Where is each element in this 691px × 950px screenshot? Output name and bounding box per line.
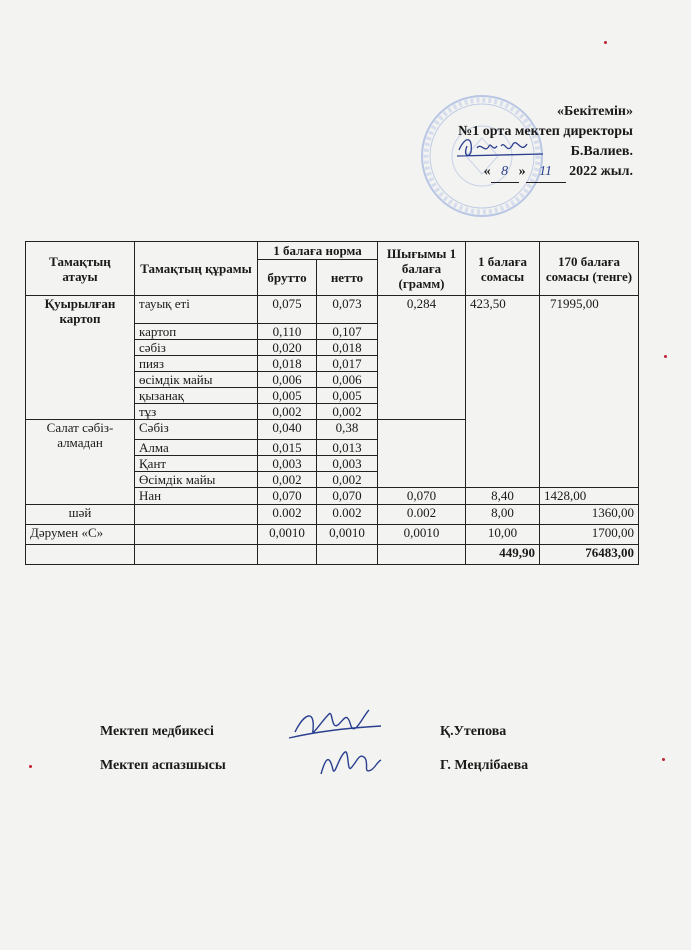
- ingredient: картоп: [135, 324, 258, 340]
- brutto-cell: 0,075: [258, 296, 317, 324]
- ingredient-empty: [135, 525, 258, 545]
- table-row: [26, 296, 639, 324]
- yield-cell: 0.002: [378, 505, 466, 525]
- brutto-cell: 0,002: [258, 472, 317, 488]
- empty-cell: [258, 545, 317, 565]
- director-signature: [455, 132, 545, 162]
- brutto-cell: 0.002: [258, 505, 317, 525]
- yield-cell: 0,284: [378, 296, 466, 420]
- brutto-cell: 0,040: [258, 420, 317, 440]
- netto-cell: 0,005: [317, 388, 378, 404]
- netto-cell: 0,107: [317, 324, 378, 340]
- total-cost-one: 449,90: [466, 545, 540, 565]
- cost-one-cell: 8,00: [466, 505, 540, 525]
- ingredient: Қант: [135, 456, 258, 472]
- total-cost-170: 76483,00: [540, 545, 639, 565]
- header-cost-170: 170 балаға сомасы (тенге): [540, 242, 639, 296]
- brutto-cell: 0,002: [258, 404, 317, 420]
- approval-school: №1 орта мектеп директоры: [458, 124, 633, 139]
- netto-cell: 0,070: [317, 488, 378, 505]
- ingredient: тұз: [135, 404, 258, 420]
- ingredient: қызанақ: [135, 388, 258, 404]
- netto-cell: 0,003: [317, 456, 378, 472]
- brutto-cell: 0,020: [258, 340, 317, 356]
- empty-cell: [378, 545, 466, 565]
- brutto-cell: 0,070: [258, 488, 317, 505]
- empty-cell: [317, 545, 378, 565]
- dish-name: шәй: [26, 505, 135, 525]
- speck: [662, 758, 665, 761]
- empty-cell: [135, 545, 258, 565]
- header-composition: Тамақтың құрамы: [135, 242, 258, 296]
- brutto-cell: 0,005: [258, 388, 317, 404]
- speck: [604, 41, 607, 44]
- speck: [29, 765, 32, 768]
- ingredient: тауық еті: [135, 296, 258, 324]
- netto-cell: 0,017: [317, 356, 378, 372]
- header-norm: 1 балаға норма: [258, 242, 378, 260]
- yield-cell: 0,070: [378, 488, 466, 505]
- header-cost-one: 1 балаға сомасы: [466, 242, 540, 296]
- netto-cell: 0,002: [317, 472, 378, 488]
- ingredient: сәбіз: [135, 340, 258, 356]
- ingredient: өсімдік майы: [135, 372, 258, 388]
- header-dish: Тамақтың атауы: [26, 242, 135, 296]
- yield-cell: 0,0010: [378, 525, 466, 545]
- cost-170-cell: 71995,00: [540, 296, 639, 488]
- nurse-signature: [285, 702, 385, 742]
- date-month: 11: [526, 162, 566, 183]
- cost-one-cell: 8,40: [466, 488, 540, 505]
- date-close-quote: »: [518, 164, 526, 179]
- approval-title: «Бекітемін»: [556, 104, 633, 119]
- total-row: [26, 545, 639, 565]
- dish-name: Дәрумен «С»: [26, 525, 135, 545]
- netto-cell: 0,013: [317, 440, 378, 456]
- cook-title: Мектеп аспазшысы: [100, 758, 226, 773]
- netto-cell: 0,018: [317, 340, 378, 356]
- approval-director: Б.Валиев.: [570, 144, 633, 159]
- netto-cell: 0,073: [317, 296, 378, 324]
- cost-one-cell: 10,00: [466, 525, 540, 545]
- brutto-cell: 0,015: [258, 440, 317, 456]
- date-year: 2022 жыл.: [569, 164, 633, 179]
- netto-cell: 0,0010: [317, 525, 378, 545]
- brutto-cell: 0,018: [258, 356, 317, 372]
- menu-table: [25, 241, 639, 565]
- date-day: 8: [491, 162, 519, 183]
- brutto-cell: 0,006: [258, 372, 317, 388]
- brutto-cell: 0,110: [258, 324, 317, 340]
- netto-cell: 0,002: [317, 404, 378, 420]
- empty-cell: [26, 545, 135, 565]
- dish-name: Салат сәбіз-алмадан: [26, 420, 135, 505]
- dish-name: Қуырылған картоп: [26, 296, 135, 420]
- table-row: [26, 505, 639, 525]
- brutto-cell: 0,0010: [258, 525, 317, 545]
- cook-signature: [315, 742, 385, 780]
- ingredient: Нан: [135, 488, 258, 505]
- nurse-title: Мектеп медбикесі: [100, 724, 214, 739]
- cost-170-cell: 1428,00: [540, 488, 639, 505]
- netto-cell: 0.002: [317, 505, 378, 525]
- ingredient: Алма: [135, 440, 258, 456]
- ingredient: пияз: [135, 356, 258, 372]
- approval-date: [458, 162, 633, 183]
- date-open-quote: «: [483, 164, 491, 179]
- ingredient: Өсімдік майы: [135, 472, 258, 488]
- nurse-name: Қ.Утепова: [440, 724, 507, 739]
- header-netto: нетто: [317, 260, 378, 296]
- table-row: [26, 525, 639, 545]
- ingredient-empty: [135, 505, 258, 525]
- header-yield: Шығымы 1 балаға (грамм): [378, 242, 466, 296]
- cost-170-cell: 1700,00: [540, 525, 639, 545]
- speck: [664, 355, 667, 358]
- brutto-cell: 0,003: [258, 456, 317, 472]
- netto-cell: 0,38: [317, 420, 378, 440]
- netto-cell: 0,006: [317, 372, 378, 388]
- cost-170-cell: 1360,00: [540, 505, 639, 525]
- yield-cell-empty: [378, 420, 466, 488]
- ingredient: Сәбіз: [135, 420, 258, 440]
- cook-name: Г. Меңлібаева: [440, 758, 529, 773]
- cost-one-cell: 423,50: [466, 296, 540, 488]
- header-brutto: брутто: [258, 260, 317, 296]
